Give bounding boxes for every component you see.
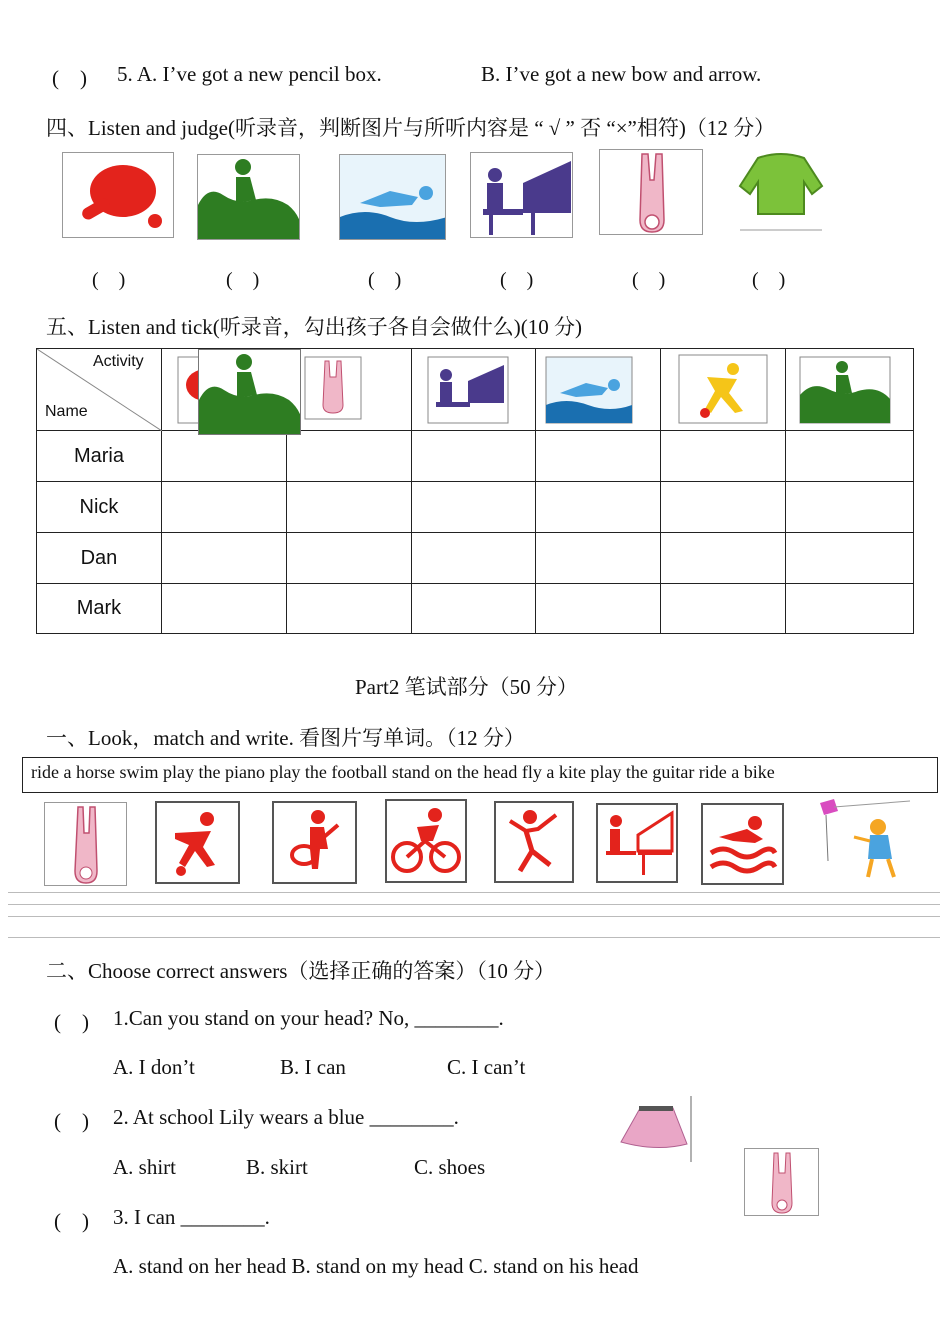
tick-cell[interactable] bbox=[286, 431, 411, 482]
q1-option-c: C. I can’t bbox=[447, 1055, 526, 1079]
dance-pictogram-icon bbox=[494, 801, 574, 883]
swim-pictogram-icon bbox=[701, 803, 784, 885]
handstand-icon bbox=[599, 149, 703, 235]
tick-cell[interactable] bbox=[161, 584, 286, 634]
judge-answer-5[interactable]: ( ) bbox=[632, 269, 666, 291]
judge-answer-2[interactable]: ( ) bbox=[226, 269, 260, 291]
tick-cell[interactable] bbox=[536, 431, 661, 482]
tick-cell[interactable] bbox=[786, 584, 914, 634]
q2-option-a: A. shirt bbox=[113, 1155, 176, 1179]
tick-cell[interactable] bbox=[161, 431, 286, 482]
q2-text: 2. At school Lily wears a blue ________. bbox=[113, 1105, 459, 1129]
section4-title: 四、Listen and judge(听录音，判断图片与所听内容是 “ √ ” 否 “×”相符)（12 分） bbox=[46, 116, 776, 140]
activity-header-3 bbox=[411, 349, 536, 431]
activity-header-5 bbox=[661, 349, 786, 431]
tick-cell[interactable] bbox=[411, 584, 536, 634]
q1-option-b: B. I can bbox=[280, 1055, 346, 1079]
q3-options: A. stand on her head B. stand on my head C. stand on his head bbox=[113, 1254, 639, 1278]
tick-cell[interactable] bbox=[411, 533, 536, 584]
handstand-small-icon bbox=[744, 1148, 819, 1216]
activity-header-4 bbox=[536, 349, 661, 431]
q1-text: 1.Can you stand on your head? No, ________. bbox=[113, 1006, 504, 1030]
q3-paren[interactable]: ( ) bbox=[54, 1209, 89, 1233]
q5-option-a: 5. A. I’ve got a new pencil box. bbox=[117, 62, 382, 86]
q3-text: 3. I can ________. bbox=[113, 1205, 270, 1229]
q2-option-c: C. shoes bbox=[414, 1155, 486, 1179]
judge-answer-6[interactable]: ( ) bbox=[752, 269, 786, 291]
tick-cell[interactable] bbox=[286, 533, 411, 584]
tick-cell[interactable] bbox=[786, 533, 914, 584]
football-pictogram-icon bbox=[155, 801, 240, 884]
tick-cell[interactable] bbox=[161, 482, 286, 533]
judge-answer-3[interactable]: ( ) bbox=[368, 269, 402, 291]
q1-paren[interactable]: ( ) bbox=[54, 1010, 89, 1034]
tick-cell[interactable] bbox=[286, 584, 411, 634]
part2-title: Part2 笔试部分（50 分） bbox=[355, 675, 578, 699]
horse-riding-icon bbox=[197, 154, 300, 240]
tick-cell[interactable] bbox=[661, 533, 786, 584]
fly-kite-icon bbox=[814, 797, 914, 883]
row-name-maria: Maria bbox=[37, 431, 162, 482]
ping-pong-paddle-icon bbox=[62, 152, 174, 238]
skirt-icon bbox=[617, 1096, 697, 1164]
tick-cell[interactable] bbox=[786, 482, 914, 533]
tick-cell[interactable] bbox=[411, 482, 536, 533]
tick-cell[interactable] bbox=[786, 431, 914, 482]
tick-cell[interactable] bbox=[411, 431, 536, 482]
header-activity: Activity bbox=[93, 353, 144, 370]
judge-answer-1[interactable]: ( ) bbox=[92, 269, 126, 291]
row-name-mark: Mark bbox=[37, 584, 162, 634]
swimming-icon bbox=[339, 154, 446, 240]
q2-paren[interactable]: ( ) bbox=[54, 1109, 89, 1133]
tick-cell[interactable] bbox=[661, 482, 786, 533]
part2-section1-title: 一、Look，match and write. 看图片写单词。（12 分） bbox=[46, 726, 525, 750]
judge-answer-4[interactable]: ( ) bbox=[500, 269, 534, 291]
tick-cell[interactable] bbox=[536, 584, 661, 634]
horse-riding-overlay-icon bbox=[198, 349, 301, 435]
handstand-pictogram-icon bbox=[44, 802, 127, 886]
row-name-nick: Nick bbox=[37, 482, 162, 533]
row-name-dan: Dan bbox=[37, 533, 162, 584]
piano-pictogram-icon bbox=[596, 803, 678, 883]
q1-option-a: A. I don’t bbox=[113, 1055, 195, 1079]
tick-cell[interactable] bbox=[661, 431, 786, 482]
tick-table bbox=[36, 348, 914, 634]
q5-option-b: B. I’ve got a new bow and arrow. bbox=[481, 62, 762, 86]
header-name: Name bbox=[45, 403, 88, 420]
tick-cell[interactable] bbox=[161, 533, 286, 584]
section2-title: 二、Choose correct answers（选择正确的答案）（10 分） bbox=[46, 959, 556, 983]
tick-cell[interactable] bbox=[536, 533, 661, 584]
activity-header-6 bbox=[786, 349, 914, 431]
tick-cell[interactable] bbox=[286, 482, 411, 533]
q5-paren[interactable]: ( ) bbox=[52, 66, 87, 90]
tick-cell[interactable] bbox=[661, 584, 786, 634]
section5-title: 五、Listen and tick(听录音，勾出孩子各自会做什么)(10 分) bbox=[46, 315, 583, 339]
piano-icon bbox=[470, 152, 573, 238]
word-bank: ride a horse swim play the piano play the football stand on the head fly a kite play the guitar ride a bike bbox=[22, 757, 938, 793]
activity-header-2 bbox=[286, 349, 411, 431]
guitar-pictogram-icon bbox=[272, 801, 357, 884]
table-header-corner bbox=[37, 349, 162, 431]
bike-pictogram-icon bbox=[385, 799, 467, 883]
tick-cell[interactable] bbox=[536, 482, 661, 533]
q2-option-b: B. skirt bbox=[246, 1155, 308, 1179]
sweater-icon bbox=[738, 146, 824, 234]
